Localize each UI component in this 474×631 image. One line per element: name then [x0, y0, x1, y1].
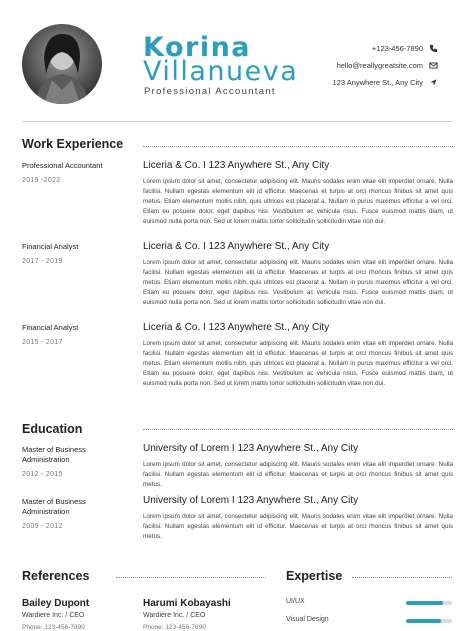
job-title: Professional Accountant: [144, 86, 276, 97]
resume-header: [0, 0, 474, 122]
education-divider: [143, 429, 453, 430]
first-name: Korina: [143, 32, 252, 63]
contact-info: [298, 42, 438, 93]
education-description: Lorem ipsum dolor sit amet, consectetur adipiscing elit. Mauris sodales enim vitae elit imperdiet ornare. Nulla facilisi. Nullam egestas elementum elit id efficitur. Maecenas et turpis at orci rhoncus finibus sit amet quis metus.: [143, 461, 453, 488]
location-icon: [429, 78, 438, 87]
skill-bar: [406, 619, 452, 623]
reference-phone: Phone: 123-456-7890: [143, 624, 206, 631]
education-entry-1-meta: [22, 445, 137, 478]
education-entry-2: [143, 495, 453, 542]
expertise-heading: Expertise: [286, 569, 343, 583]
degree-line: Administration: [22, 507, 70, 516]
work-entry-dates: 2017 - 2019: [22, 258, 63, 265]
work-entry-2: [143, 241, 453, 308]
work-entry-3: [143, 322, 453, 389]
work-entry-1-meta: [22, 161, 137, 184]
work-entry-title: Professional Accountant: [22, 161, 103, 170]
email-text: hello@reallygreatsite.com: [336, 60, 423, 70]
contact-phone: [298, 42, 438, 54]
reference-role: Wardiere Inc. / CEO: [22, 612, 85, 619]
profile-photo-graphic: [22, 24, 102, 104]
reference-name: Bailey Dupont: [22, 598, 90, 609]
email-icon: [429, 61, 438, 70]
references-heading: References: [22, 569, 90, 583]
phone-text: +123-456-7890: [371, 43, 423, 53]
work-entry-title: Financial Analyst: [22, 242, 79, 251]
work-entry-1: [143, 160, 453, 227]
phone-icon: [429, 44, 438, 53]
education-heading: Education: [22, 422, 83, 436]
skill-bar: [406, 601, 452, 605]
work-entry-dates: 2015 - 2017: [22, 339, 63, 346]
work-entry-company: Liceria & Co. I 123 Anywhere St., Any City: [143, 241, 330, 252]
skill-label: UI/UX: [286, 598, 305, 605]
skill-bar-fill: [406, 619, 441, 623]
school-name: University of Lorem I 123 Anywhere St., Any City: [143, 495, 359, 506]
skill-bar-fill: [406, 601, 443, 605]
work-entry-2-meta: [22, 242, 137, 265]
education-dates: 2009 - 2012: [22, 523, 63, 530]
degree-line: Master of Business: [22, 445, 86, 454]
work-entry-title: Financial Analyst: [22, 323, 79, 332]
references-divider: [116, 577, 266, 578]
last-name: Villanueva: [143, 56, 299, 87]
school-name: University of Lorem I 123 Anywhere St., Any City: [143, 443, 359, 454]
education-dates: 2012 - 2015: [22, 471, 63, 478]
reference-name: Harumi Kobayashi: [143, 598, 231, 609]
education-description: Lorem ipsum dolor sit amet, consectetur adipiscing elit. Mauris sodales enim vitae elit imperdiet ornare. Nulla facilisi. Nullam egestas elementum elit id efficitur. Maecenas et turpis at orci rhoncus finibus sit amet quis metus.: [143, 513, 453, 540]
reference-phone: Phone: 123-456-7890: [22, 624, 85, 631]
work-divider: [143, 146, 453, 147]
reference-role: Wardiere Inc. / CEO: [143, 612, 206, 619]
work-entry-company: Liceria & Co. I 123 Anywhere St., Any City: [143, 160, 330, 171]
contact-address: [298, 76, 438, 88]
address-text: 123 Anywhere St., Any City: [332, 77, 423, 87]
work-experience-heading: Work Experience: [22, 137, 124, 151]
work-entry-3-meta: [22, 323, 137, 346]
work-entry-description: Lorem ipsum dolor sit amet, consectetur adipiscing elit. Mauris sodales enim vitae elit imperdiet ornare. Nulla facilisi. Nullam egestas elementum elit id efficitur. Maecenas et turpis at orci rhoncus finibus sit amet quis metus. Etiam elementum mollis nibh, quis ultrices est placerat a. Nullam in purus maximus efficitur a vel orci. Etiam eu posuere dolor, eget dapibus nisi. Vestibulum ac vehicula risus. Fusce euismod mattis diam, ut euismod nulla porta non. Sed ut lorem mattis tortor sollicitudin sollicitudin vitae non dui.: [143, 259, 453, 306]
profile-photo: [22, 24, 102, 104]
degree-line: Administration: [22, 455, 70, 464]
education-entry-1: [143, 443, 453, 490]
work-entry-description: Lorem ipsum dolor sit amet, consectetur adipiscing elit. Mauris sodales enim vitae elit imperdiet ornare. Nulla facilisi. Nullam egestas elementum elit id efficitur. Maecenas et turpis at orci rhoncus finibus sit amet quis metus. Etiam elementum mollis nibh, quis ultrices est placerat a. Nullam in purus maximus efficitur a vel orci. Etiam eu posuere dolor, eget dapibus nisi. Vestibulum ac vehicula risus. Fusce euismod mattis diam, ut euismod nulla porta non. Sed ut lorem mattis tortor sollicitudin sollicitudin vitae non dui.: [143, 178, 453, 225]
education-entry-2-meta: [22, 497, 137, 530]
work-entry-dates: 2019 -2022: [22, 177, 61, 184]
work-entry-company: Liceria & Co. I 123 Anywhere St., Any City: [143, 322, 330, 333]
work-entry-description: Lorem ipsum dolor sit amet, consectetur adipiscing elit. Mauris sodales enim vitae elit imperdiet ornare. Nulla facilisi. Nullam egestas elementum elit id efficitur. Maecenas et turpis at orci rhoncus finibus sit amet quis metus. Etiam elementum mollis nibh, quis ultrices est placerat a. Nullam in purus maximus efficitur a vel orci. Etiam eu posuere dolor, eget dapibus nisi. Vestibulum ac vehicula risus. Fusce euismod mattis diam, ut euismod nulla porta non. Sed ut lorem mattis tortor sollicitudin sollicitudin vitae non dui.: [143, 340, 453, 387]
degree-line: Master of Business: [22, 497, 86, 506]
skill-label: Visual Design: [286, 616, 329, 623]
header-divider: [22, 121, 452, 122]
expertise-divider: [352, 577, 452, 578]
contact-email: [298, 59, 438, 71]
